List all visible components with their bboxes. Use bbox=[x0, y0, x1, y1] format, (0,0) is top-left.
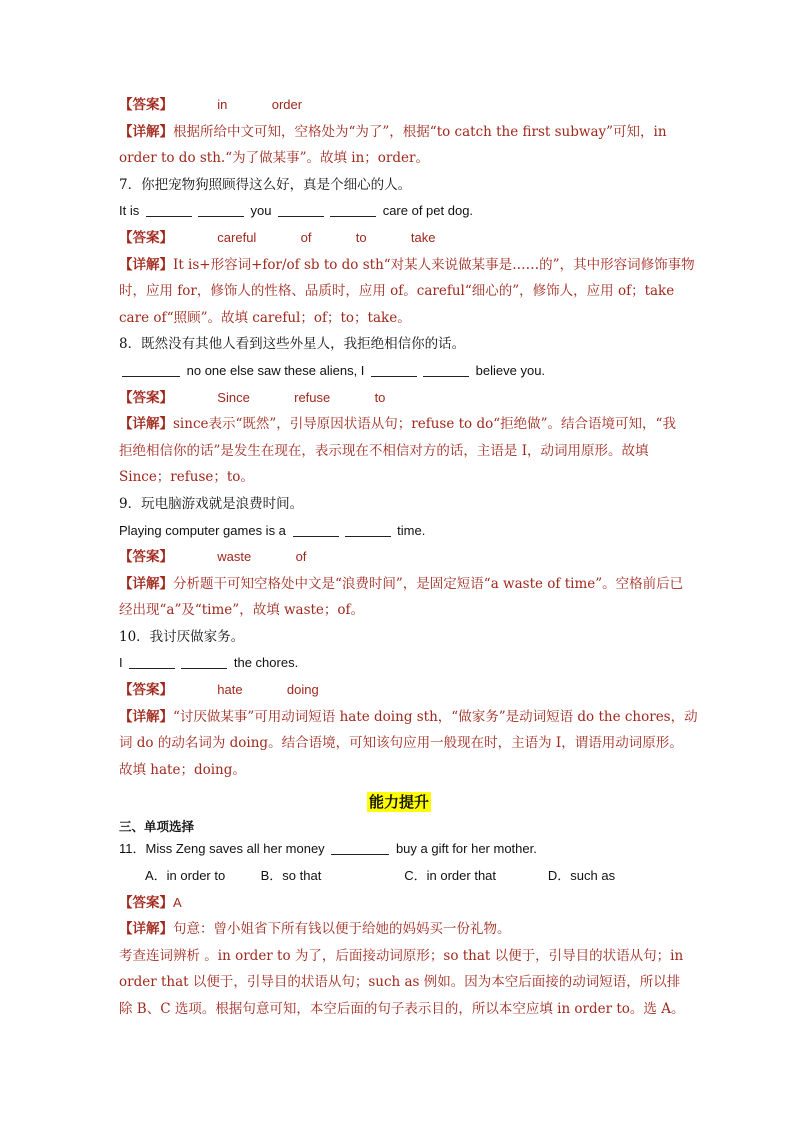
answer-word: of bbox=[300, 229, 312, 245]
detail-text: “讨厌做某事”可用动词短语 hate doing sth，“做家务”是动词短语 do the chores，动 bbox=[173, 708, 698, 725]
blank bbox=[423, 362, 469, 377]
options-row bbox=[119, 863, 679, 890]
question-text: the chores. bbox=[233, 655, 299, 671]
answer-word: waste bbox=[217, 549, 252, 565]
question-en bbox=[119, 358, 679, 385]
blank bbox=[129, 654, 175, 669]
detail-line: 经出现“a”及“time”，故填 waste；of。 bbox=[119, 602, 365, 619]
answer-word: refuse bbox=[294, 389, 331, 405]
detail-label: 【详解】 bbox=[119, 256, 173, 273]
answer-word: careful bbox=[217, 229, 257, 245]
detail-label: 【详解】 bbox=[119, 575, 173, 592]
answer-word: to bbox=[355, 229, 367, 245]
blank bbox=[293, 522, 339, 537]
question-en bbox=[119, 650, 679, 677]
detail-line bbox=[119, 252, 695, 279]
detail-line: 时，应用 for，修饰人的性格、品质时，应用 of。careful“细心的”，修饰人，应用 of；take bbox=[119, 283, 675, 300]
question-cn: 10．我讨厌做家务。 bbox=[119, 628, 245, 645]
detail-label: 【详解】 bbox=[119, 708, 173, 725]
blank bbox=[278, 202, 324, 217]
question-text: care of pet dog. bbox=[382, 203, 474, 219]
question-cn: 8．既然没有其他人看到这些外星人，我拒绝相信你的话。 bbox=[119, 336, 466, 353]
detail-line bbox=[119, 916, 679, 943]
detail-text: 分析题干可知空格处中文是“浪费时间”，是固定短语“a waste of time”。空格前后已 bbox=[173, 575, 684, 592]
detail-line: order that 以便于，引导目的状语从句；such as 例如。因为本空后面接的动词短语，所以排 bbox=[119, 974, 681, 991]
question-text: time. bbox=[397, 522, 426, 538]
answer-line bbox=[119, 225, 679, 252]
document-body bbox=[119, 92, 698, 1023]
blank bbox=[181, 654, 227, 669]
question-text: you bbox=[250, 203, 272, 219]
answer-word: take bbox=[410, 229, 436, 245]
detail-line: 考查连词辨析 。in order to 为了，后面接动词原形；so that 以便于，引导目的状语从句；in bbox=[119, 947, 684, 964]
detail-text: 根据所给中文可知，空格处为“为了”，根据“to catch the first subway”可知，in bbox=[173, 123, 667, 140]
blank bbox=[146, 202, 192, 217]
detail-line: order to do sth.“为了做某事”。故填 in；order。 bbox=[119, 150, 429, 167]
answer-word: to bbox=[374, 389, 386, 405]
blank bbox=[371, 362, 417, 377]
answer-word: order bbox=[271, 97, 303, 112]
section-heading: 三、单项选择 bbox=[119, 819, 195, 835]
answer-line bbox=[119, 92, 679, 119]
question-text: I bbox=[119, 655, 123, 671]
question-text: buy a gift for her mother. bbox=[395, 841, 537, 857]
detail-line: care of“照顾”。故填 careful；of；to；take。 bbox=[119, 309, 411, 326]
question-en bbox=[119, 198, 679, 225]
detail-label: 【详解】 bbox=[119, 123, 173, 140]
question-text: 11．Miss Zeng saves all her money bbox=[119, 841, 325, 857]
option-b: B．so that bbox=[260, 868, 322, 884]
blank bbox=[122, 362, 180, 377]
question-text: Playing computer games is a bbox=[119, 522, 286, 538]
detail-line: Since；refuse；to。 bbox=[119, 469, 254, 486]
detail-label: 【详解】 bbox=[119, 921, 173, 938]
section-title bbox=[119, 791, 679, 812]
answer-label: 【答案】 bbox=[119, 389, 173, 406]
answer-word: hate bbox=[217, 682, 243, 698]
question-cn: 9．玩电脑游戏就是浪费时间。 bbox=[119, 495, 304, 512]
answer-word: A bbox=[173, 894, 182, 910]
detail-text: 句意：曾小姐省下所有钱以便于给她的妈妈买一份礼物。 bbox=[173, 921, 511, 938]
answer-label: 【答案】 bbox=[119, 97, 173, 113]
section-title-text: 能力提升 bbox=[368, 793, 429, 812]
answer-label: 【答案】 bbox=[119, 682, 173, 699]
answer-line bbox=[119, 544, 679, 571]
blank bbox=[198, 202, 244, 217]
detail-line: 除 B、C 选项。根据句意可知，本空后面的句子表示目的，所以本空应填 in order to。选 A。 bbox=[119, 1001, 685, 1017]
answer-line bbox=[119, 385, 679, 412]
detail-line bbox=[119, 571, 684, 598]
question-text: It is bbox=[119, 203, 140, 219]
answer-label: 【答案】 bbox=[119, 549, 173, 566]
answer-word: doing bbox=[286, 682, 319, 698]
detail-text: It is+形容词+for/of sb to do sth“对某人来说做某事是……的”，其中形容词修饰事物 bbox=[173, 256, 695, 273]
detail-line: 拒绝相信你的话”是发生在现在，表示现在不相信对方的话，主语是 I，动词用原形。故填 bbox=[119, 442, 649, 459]
question-cn: 7．你把宠物狗照顾得这么好，真是个细心的人。 bbox=[119, 176, 412, 193]
detail-line: 故填 hate；doing。 bbox=[119, 761, 246, 778]
answer-word: Since bbox=[217, 389, 250, 405]
detail-line bbox=[119, 704, 698, 731]
blank bbox=[331, 840, 389, 855]
question-en bbox=[119, 836, 679, 863]
blank bbox=[345, 522, 391, 537]
answer-label: 【答案】 bbox=[119, 894, 173, 911]
option-d: D．such as bbox=[547, 868, 616, 884]
detail-line bbox=[119, 119, 679, 146]
question-en bbox=[119, 518, 679, 545]
answer-word: in bbox=[217, 97, 228, 112]
detail-line: 词 do 的动名词为 doing。结合语境，可知该句应用一般现在时，主语为 I，谓语用动词原形。 bbox=[119, 735, 683, 752]
detail-label: 【详解】 bbox=[119, 416, 173, 433]
blank bbox=[330, 202, 376, 217]
answer-line bbox=[119, 677, 679, 704]
detail-line bbox=[119, 411, 679, 438]
option-a: A．in order to bbox=[145, 868, 226, 884]
answer-label: 【答案】 bbox=[119, 229, 173, 246]
detail-text: since表示“既然”，引导原因状语从句；refuse to do“拒绝做”。结合语境可知，“我 bbox=[173, 416, 676, 433]
answer-word: of bbox=[295, 549, 307, 565]
option-c: C．in order that bbox=[404, 868, 497, 884]
answer-line bbox=[119, 890, 679, 917]
question-text: no one else saw these aliens, I bbox=[186, 362, 365, 378]
question-text: believe you. bbox=[475, 362, 546, 378]
